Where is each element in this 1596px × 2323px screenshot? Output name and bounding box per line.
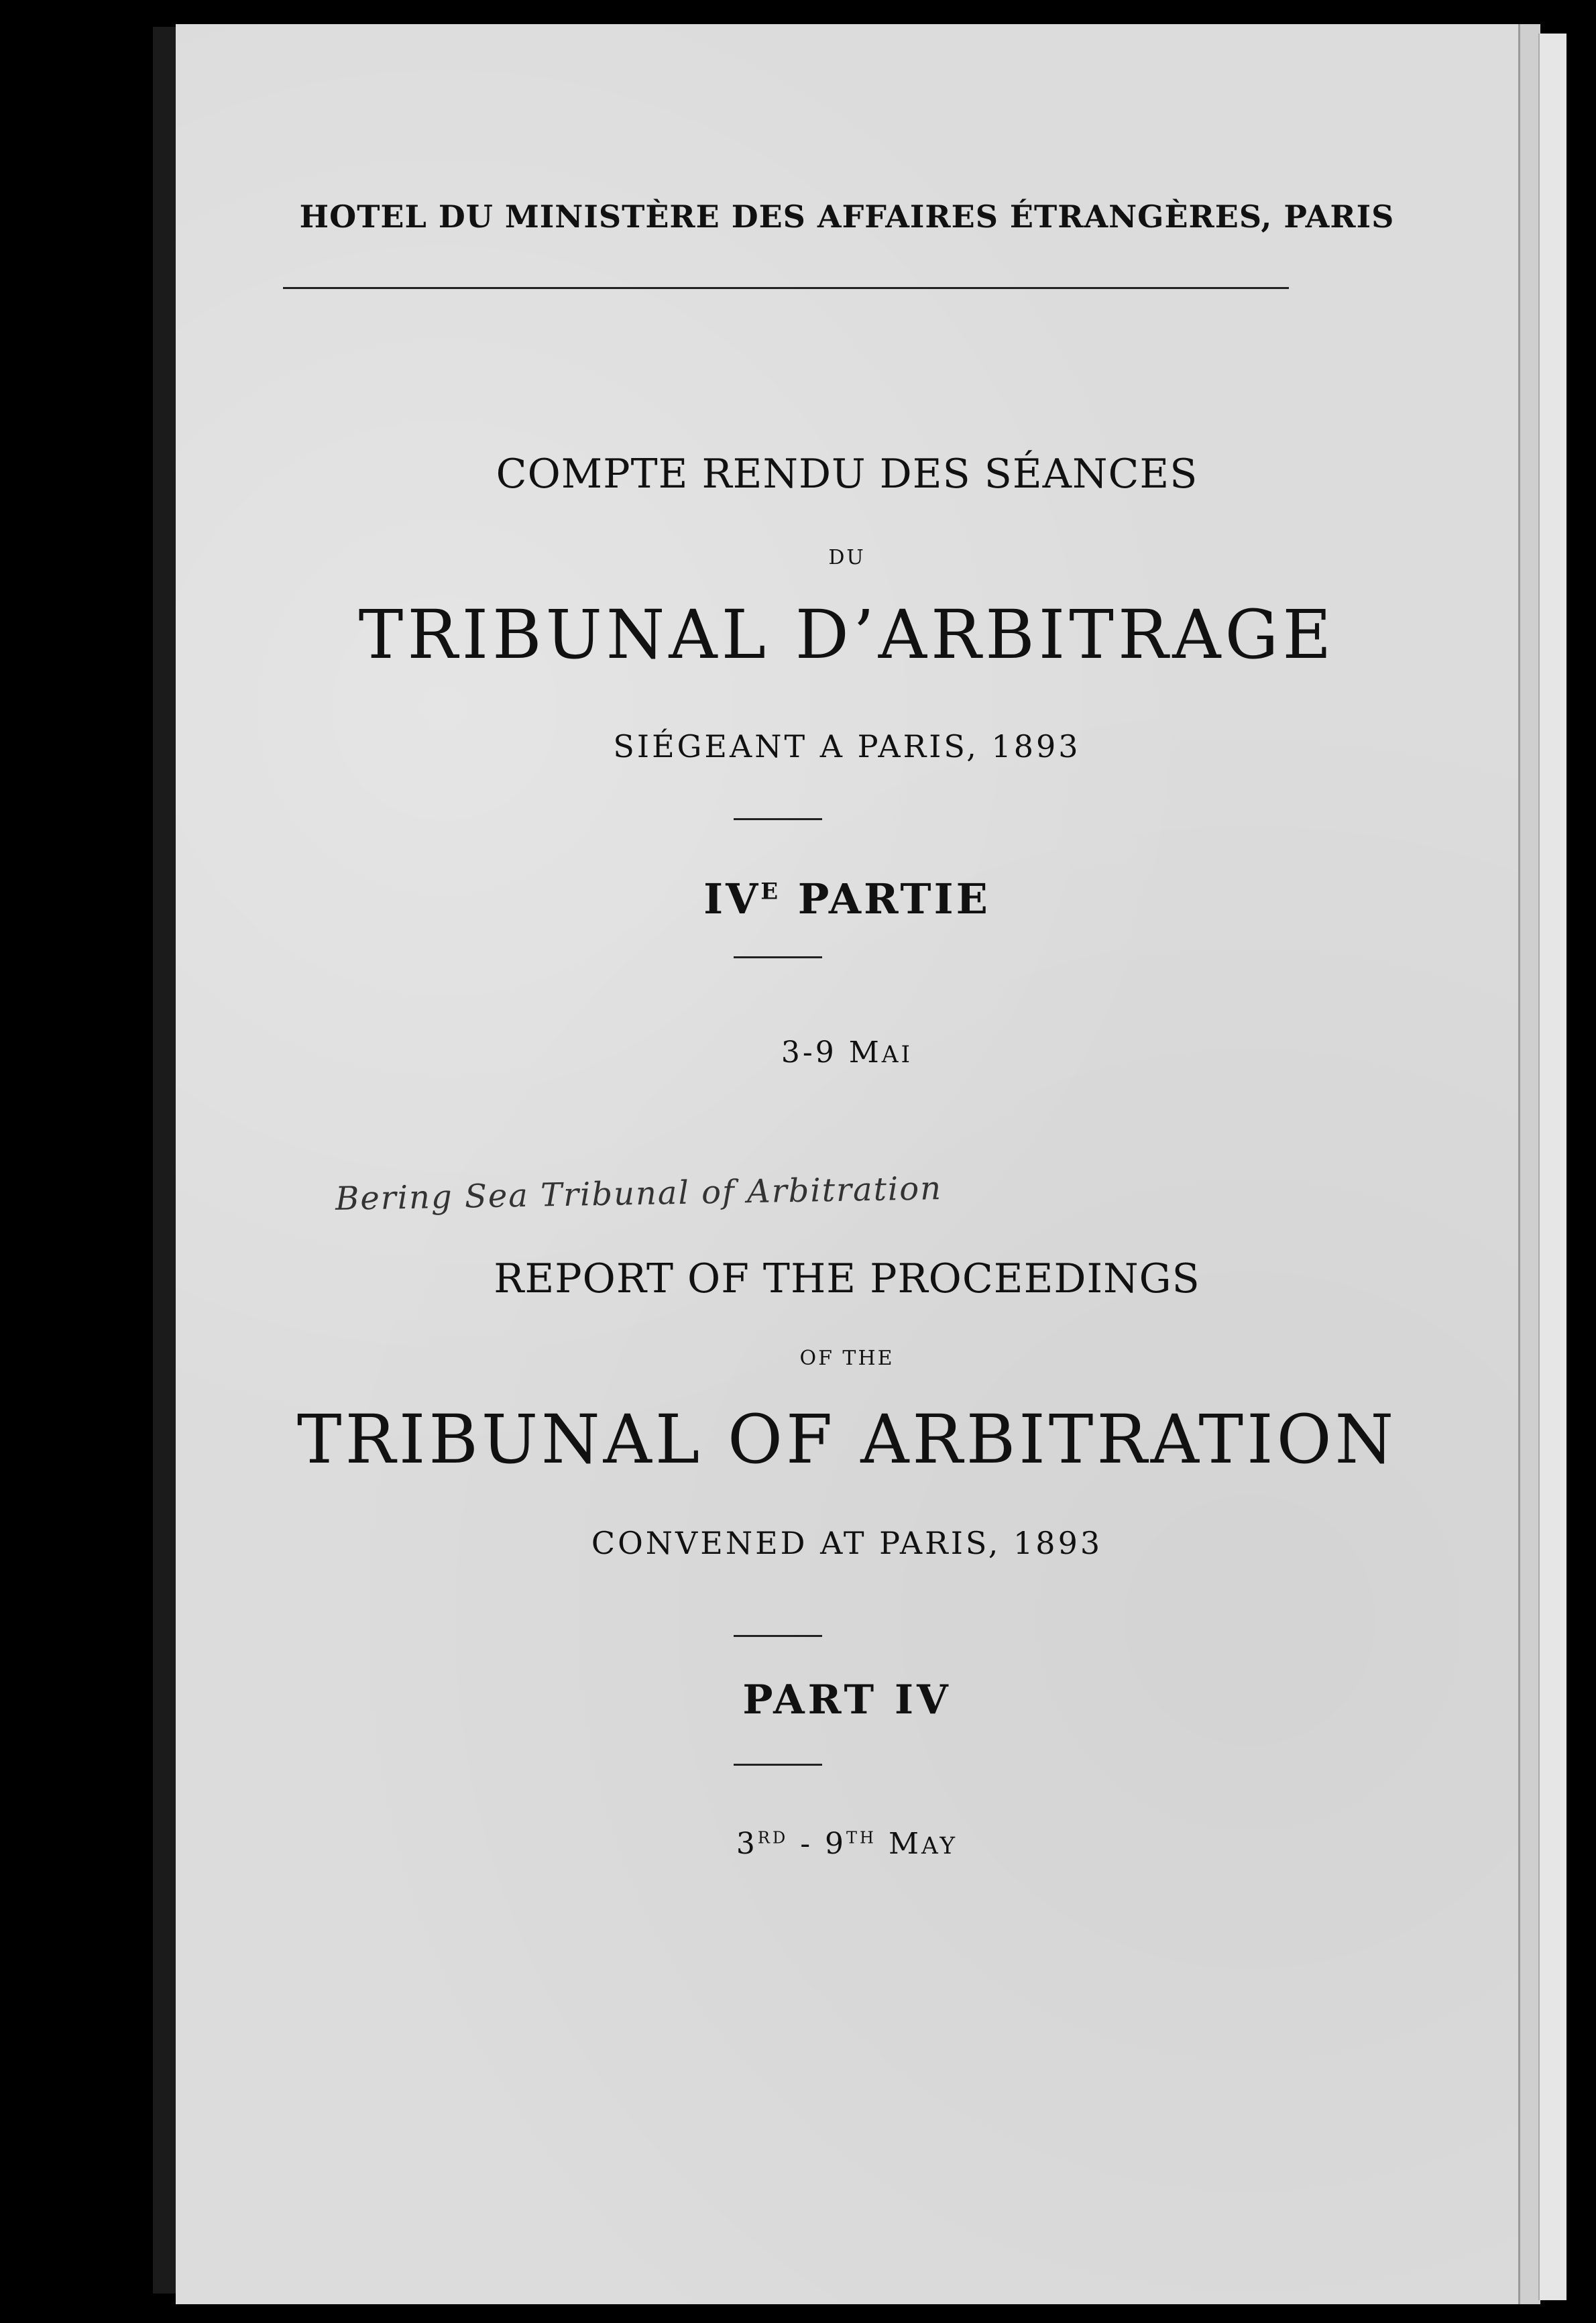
english-dates [176,1827,1518,1861]
french-rule-1 [734,818,822,820]
header-rule [283,287,1289,289]
english-rule-2 [734,1764,822,1766]
french-part-word: PARTIE [797,874,990,923]
french-part [176,874,1518,923]
english-date-start-sup: RD [757,1828,789,1848]
french-dates-m: M [848,1035,882,1070]
page-edge-back [1538,34,1566,2300]
title-page [176,24,1518,2304]
english-date-end-sup: TH [846,1828,876,1848]
page-edge [1518,24,1540,2304]
handwritten-note: Bering Sea Tribunal of Arbitration [335,1170,943,1218]
binding-strip [0,0,166,2323]
french-part-sup: E [760,878,781,905]
english-subtitle: CONVENED AT PARIS, 1893 [591,1525,1103,1561]
english-line1: REPORT OF THE PROCEEDINGS [494,1255,1200,1302]
english-date-rest: AY [921,1833,958,1860]
english-date-sep: - 9 [788,1827,847,1861]
french-rule-2 [734,956,822,958]
english-rule-1 [734,1635,822,1637]
english-line2: OF THE [799,1347,895,1370]
french-dates-num: 3-9 [781,1035,837,1070]
header-location: HOTEL DU MINISTÈRE DES AFFAIRES ÉTRANGÈRES, PARIS [299,199,1395,235]
english-date-m: M [888,1827,922,1861]
english-part: PART IV [742,1677,952,1723]
english-title: TRIBUNAL OF ARBITRATION [296,1400,1398,1479]
french-title: TRIBUNAL D’ARBITRAGE [358,596,1336,674]
french-subtitle: SIÉGEANT A PARIS, 1893 [613,728,1081,764]
french-dates-rest: AI [881,1041,913,1068]
french-part-roman: IV [703,874,761,923]
french-dates [176,1035,1518,1070]
french-line2: DU [828,546,866,569]
french-line1: COMPTE RENDU DES SÉANCES [496,451,1198,498]
english-date-start: 3 [736,1827,758,1861]
